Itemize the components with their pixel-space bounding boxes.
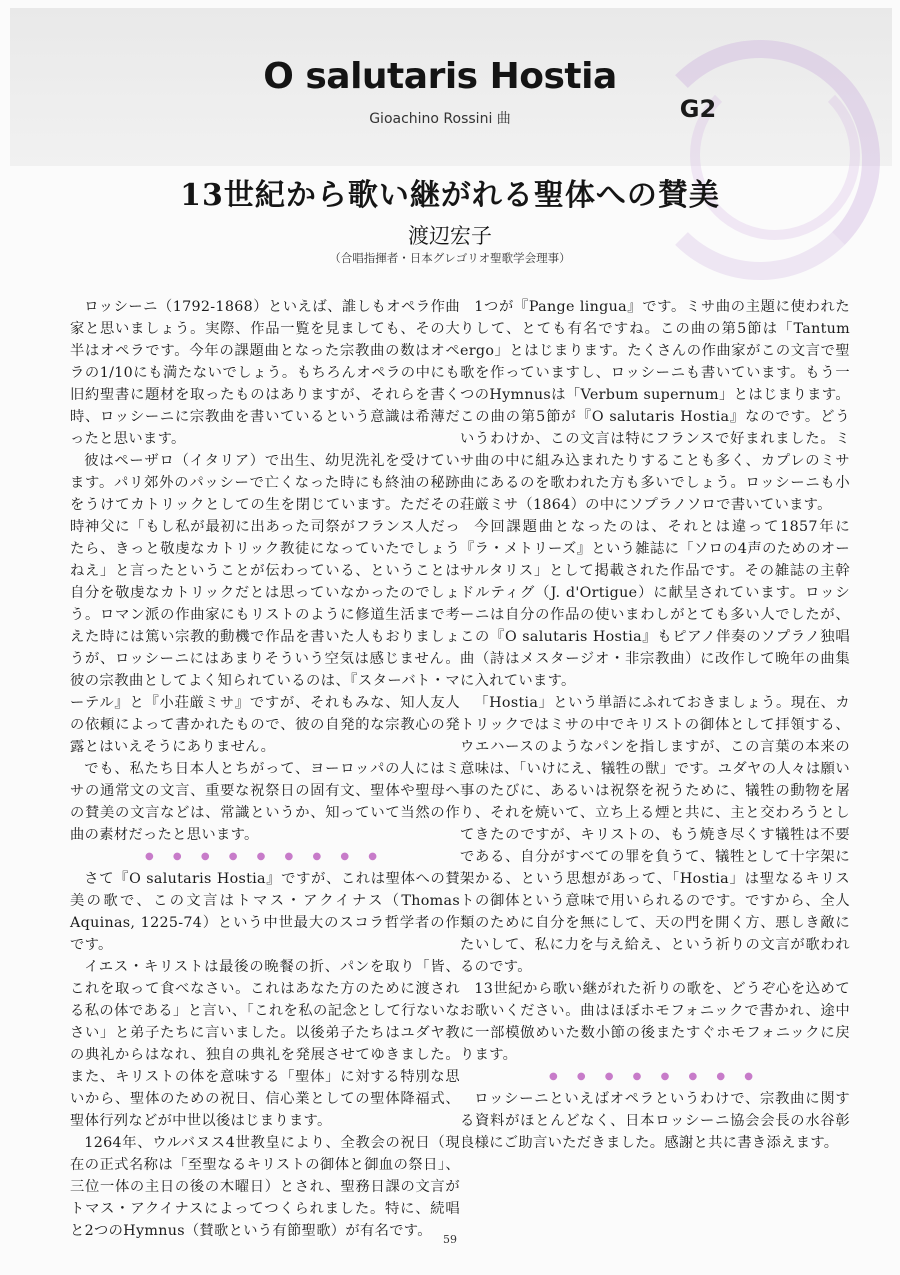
paragraph: でも、私たち日本人とちがって、ヨーロッパの人にはミサの通常文の文言、重要な祝祭日の固有文、聖体や聖母への賛美の文言などは、常識というか、知っていて当然の作曲の素材だったと思います。 xyxy=(70,761,460,843)
paragraph: 今回課題曲となったのは、それとは違って1857年に『ラ・メトリーズ』という雑誌に「ソロの4声のためのオーサルタリス」として掲載された作品です。その雑誌の主幹ドルティグ（J. d'Ortigue）に献呈されています。ロッシーニは自分の作品の使いまわしがとても多い人でしたが、この『O salutaris Hostia』もピアノ伴奏のソプラノ独唱曲（詩はメスタージオ・非宗教曲）に改作して晩年の曲集に入れています。 xyxy=(460,519,850,689)
section-divider: ● ● ● ● ● ● ● ● ● xyxy=(145,851,385,862)
paragraph: 13世紀から歌い継がれた祈りの歌を、どうぞ心を込めてお歌いください。曲はほぼホモフォニックで書かれ、途中に一部模倣めいた数小節の後またすぐホモフォニックに戻ります。 xyxy=(460,981,850,1063)
song-title: O salutaris Hostia xyxy=(263,56,617,97)
left-column xyxy=(70,296,460,1242)
song-code-badge: G2 xyxy=(679,95,717,123)
paragraph: 1264年、ウルバヌス4世教皇により、全教会の祝日（現在の正式名称は「至聖なるキリストの御体と御血の祭日」、三位一体の主日の後の木曜日）とされ、聖務日課の文言がトマス・アクイナスによってつくられました。特に、続唱と2つのHymnus（賛歌という有節聖歌）が有名です。 xyxy=(70,1135,460,1239)
paragraph: 「Hostia」という単語にふれておきましょう。現在、カトリックではミサの中でキリストの御体として拝領する、ウエハースのようなパンを指しますが、この言葉の本来の意味は、「いけにえ、犠牲の獣」です。ユダヤの人々は願い事のたびに、あるいは祝祭を祝うために、犠牲の動物を屠り、それを焼いて、立ち上る煙と共に、主と交わろうとしてきたのですが、キリストの、もう焼き尽くす犠牲は不要である、自分がすべての罪を負うて、犠牲として十字架に架かる、という思想があって、「Hostia」は聖なるキリストの御体という意味で用いられるのです。ですから、全人類のために自分を無にして、天の門を開く方、悪しき敵にたいして、私に力を与え給え、という祈りの文言が歌われるのです。 xyxy=(460,695,850,975)
right-column xyxy=(460,296,850,1154)
paragraph: 彼はペーザロ（イタリア）で出生、幼児洗礼を受けています。パリ郊外のパッシーで亡くなった時にも終油の秘跡をうけてカトリックとしての生を閉じています。ただその時神父に「もし私が最初に出あった司祭がフランス人だったら、きっと敬虔なカトリック教徒になっていたでしょうねえ」と言ったということが伝わっている、ということは自分を敬虔なカトリックだとは思っていなかったのでしょう。ロマン派の作曲家にもリストのように修道生活まで考えた時には篤い宗教的動機で作品を書いた人もおりましょうが、ロッシーニにはあまりそういう空気は感じません。彼の宗教曲としてよく知られているのは、『スターバト・マーテル』と『小荘厳ミサ』ですが、それもみな、知人友人の依頼によって書かれたもので、彼の自発的な宗教心の発露とはいえそうにありません。 xyxy=(70,453,460,755)
paragraph: イエス・キリストは最後の晩餐の折、パンを取り「皆、これを取って食べなさい。これはあなた方のために渡される私の体である」と言い、「これを私の記念として行ないなさい」と弟子たちに言いました。以後弟子たちはユダヤ教の典礼からはなれ、独自の典礼を発展させてゆきました。また、キリストの体を意味する「聖体」に対する特別な思いから、聖体のための祝日、信心業としての聖体降福式、聖体行列などが中世以後はじまります。 xyxy=(70,959,460,1129)
section-divider: ● ● ● ● ● ● ● ● xyxy=(548,1071,762,1082)
paragraph: ロッシーニといえばオペラというわけで、宗教曲に関する資料がほとんどなく、日本ロッシーニ協会会長の水谷彰良様にご助言いただきました。感謝と共に書き添えます。 xyxy=(460,1091,850,1151)
paragraph: 1つが『Pange lingua』です。ミサ曲の主題に使われたりして、とても有名ですね。この曲の第5節は「Tantum ergo」とはじまります。たくさんの作曲家がこの文言で聖歌を作っていますし、ロッシーニも書いています。もう一つのHymnusは「Verbum supernum」とはじまります。この曲の第5節が『O salutaris Hostia』なのです。どういうわけか、この文言は特にフランスで好まれました。ミサ曲の中に組み込まれたりすることも多く、カプレのミサ曲にあるのを歌われた方も多いでしょう。ロッシーニも小荘厳ミサ（1864）の中にソプラノソロで書いています。 xyxy=(460,299,850,513)
author-name: 渡辺宏子 xyxy=(408,224,492,248)
paragraph: さて『O salutaris Hostia』ですが、これは聖体への賛美の歌で、この文言はトマス・アクイナス（Thomas Aquinas, 1225-74）という中世最大のスコラ哲学者の作です。 xyxy=(70,871,460,953)
article-title: 13世紀から歌い継がれる聖体への賛美 xyxy=(180,178,720,213)
composer: Gioachino Rossini 曲 xyxy=(369,111,511,127)
page-number: 59 xyxy=(443,1233,457,1246)
author-affiliation: （合唱指揮者・日本グレゴリオ聖歌学会理事） xyxy=(329,251,571,265)
paragraph: ロッシーニ（1792-1868）といえば、誰しもオペラ作曲家と思いましょう。実際、作品一覧を見ましても、その大半はオペラです。今年の課題曲となった宗教曲の数はオペラの1/10にも満たないでしょう。もちろんオペラの中にも旧約聖書に題材を取ったものはありますが、それらを書く時、ロッシーニに宗教曲を書いているという意識は希薄だったと思います。 xyxy=(70,299,460,447)
